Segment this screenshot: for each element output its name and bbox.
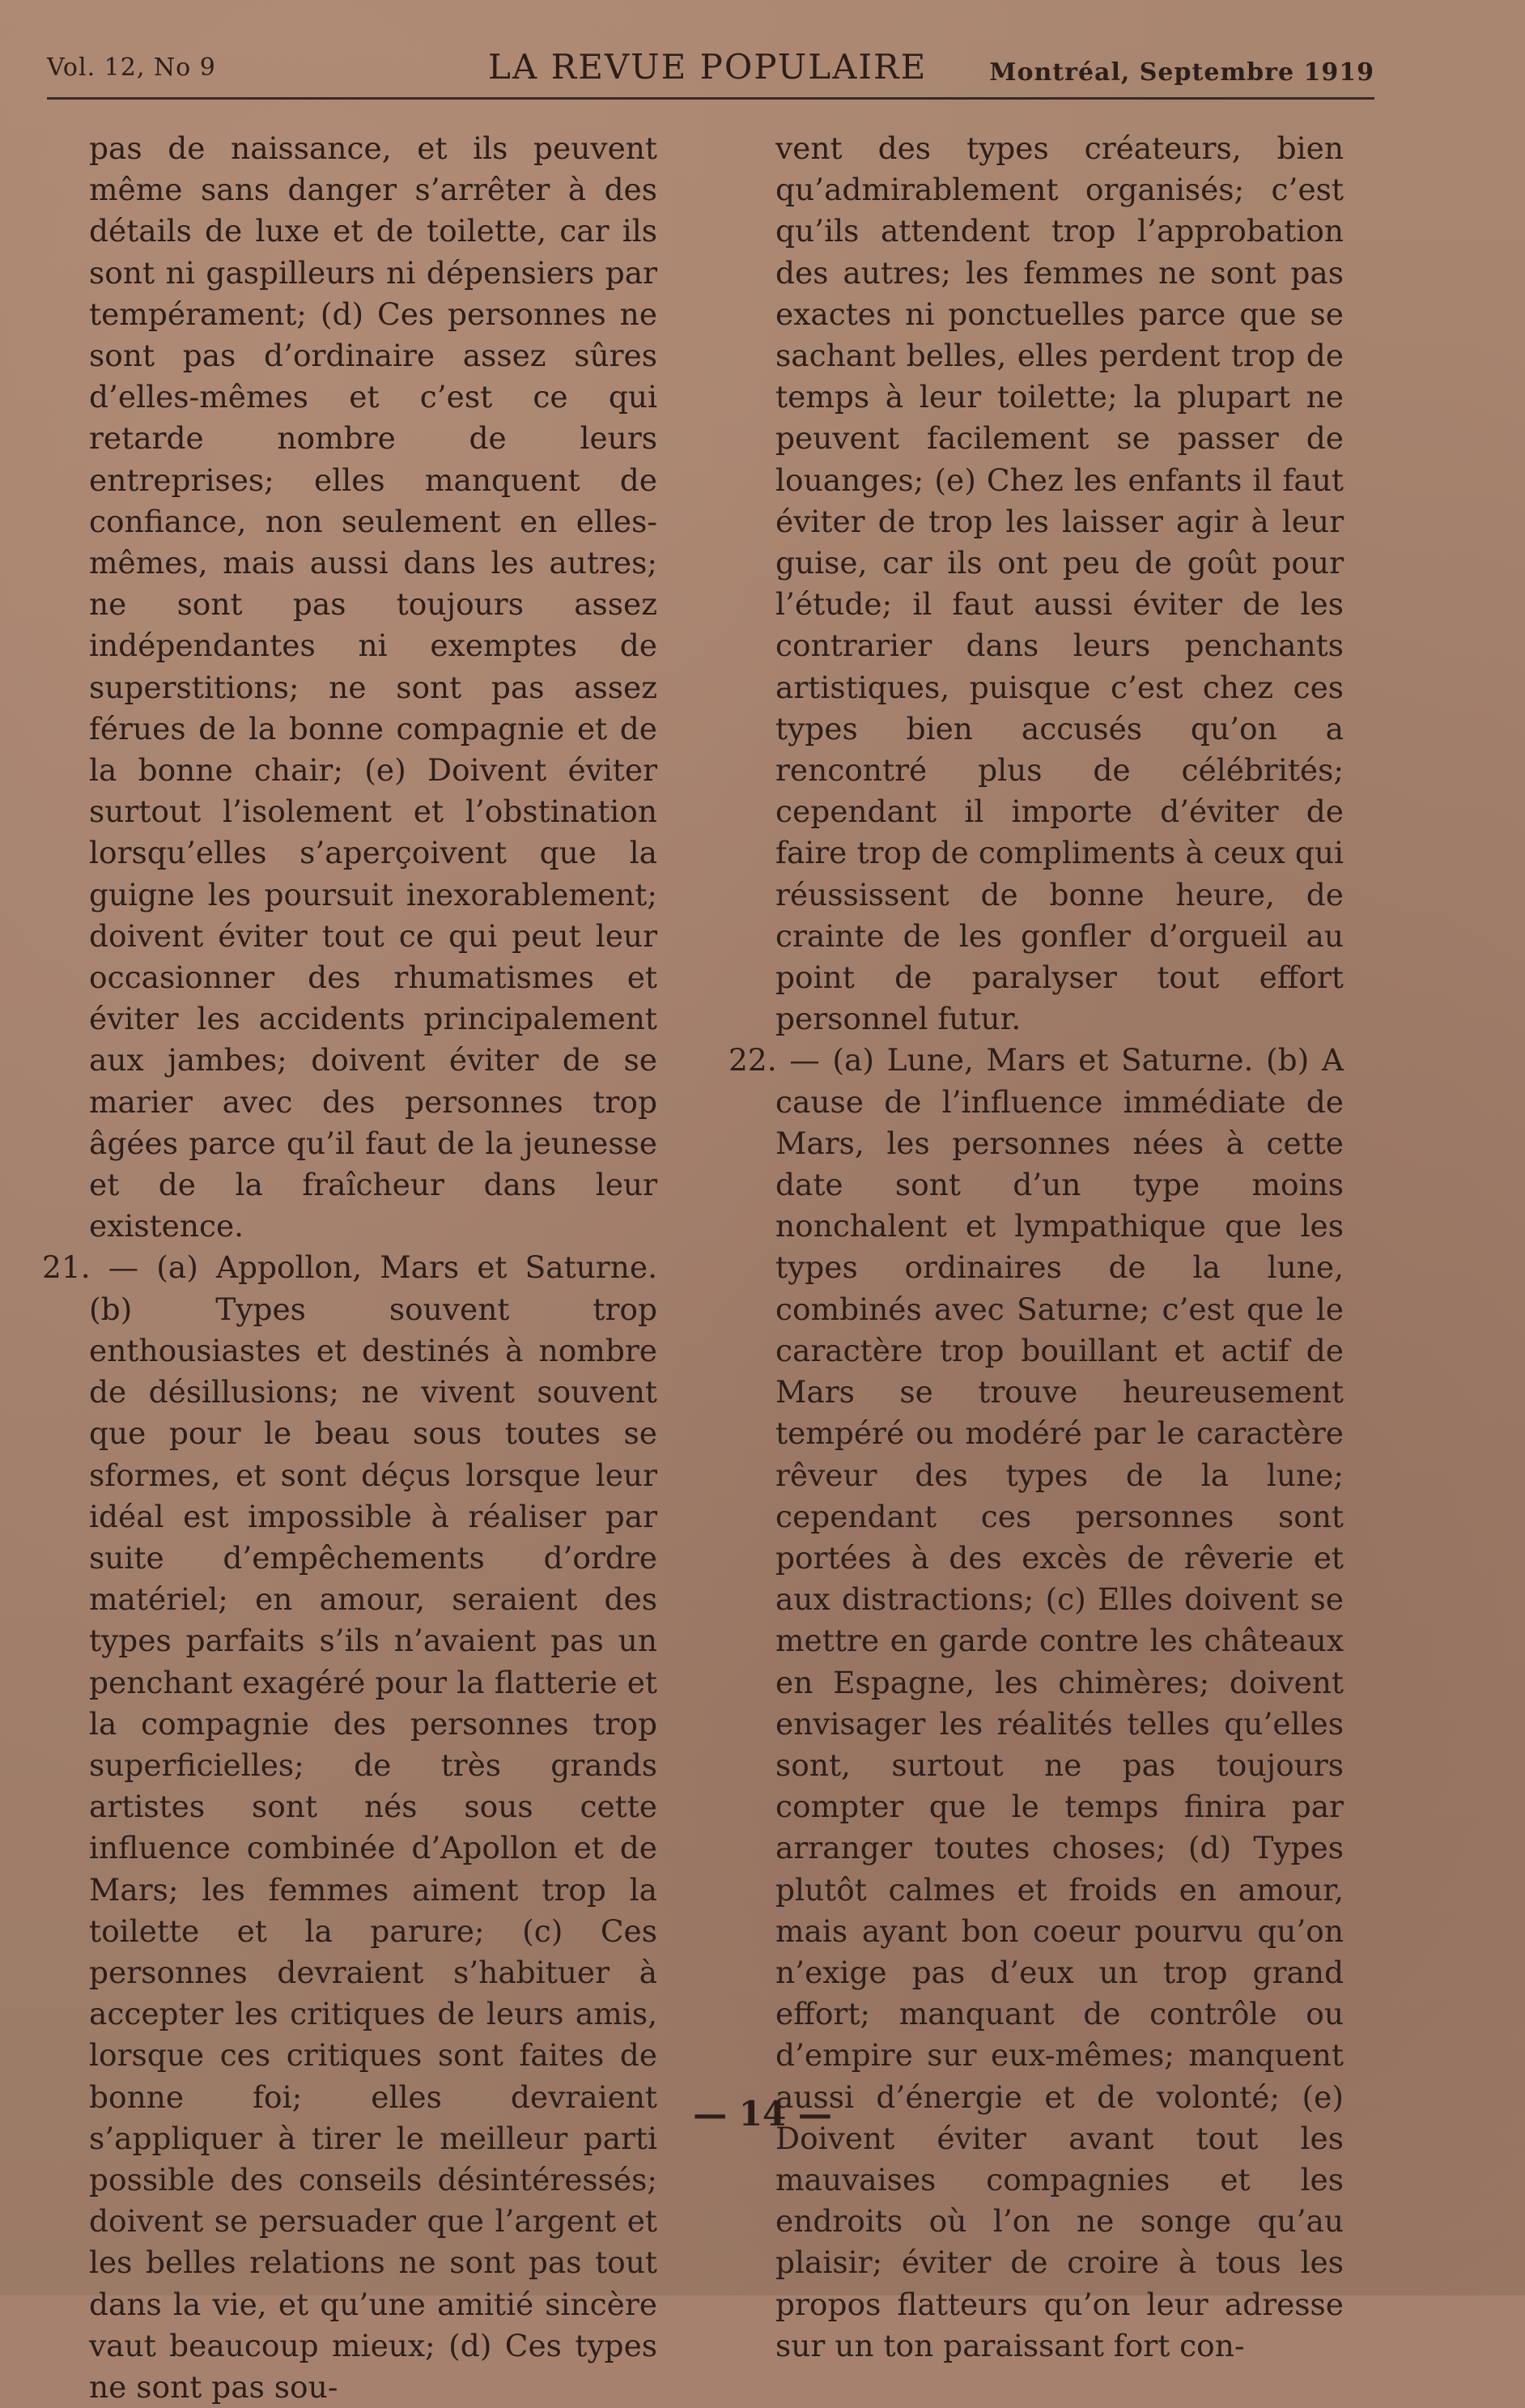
right-column xyxy=(729,128,1344,2367)
paragraph-continuation: pas de naissance, et ils peuvent même sans danger s’arrêter à des détails de luxe et de toilette, car ils sont ni gaspilleurs ni dépensiers par tempérament; (d) Ces personnes ne sont pas d’ordinaire assez sûres d’elles-mêmes et c’est ce qui retarde nombre de leurs entreprises; elles manquent de confiance, non seulement en elles-mêmes, mais aussi dans les autres; ne sont pas toujours assez indépendantes ni exemptes de superstitions; ne sont pas assez férues de la bonne compagnie et de la bonne chair; (e) Doivent éviter surtout l’isolement et l’obstination lorsqu’elles s’aperçoivent que la guigne les poursuit inexorablement; doivent éviter tout ce qui peut leur occasionner des rhumatismes et éviter les accidents principalement aux jambes; doivent éviter de se marier avec des personnes trop âgées parce qu’il faut de la jeunesse et de la fraîcheur dans leur existence. xyxy=(89,130,657,1244)
paragraph-21: 21. — (a) Appollon, Mars et Saturne. (b) Types souvent trop enthousiastes et destinés à nombre de désillusions; ne vivent souvent que pour le beau sous toutes se sformes, et sont déçus lorsque leur idéal est impossible à réaliser par suite d’empêchements d’ordre matériel; en amour, seraient des types parfaits s’ils n’avaient pas un penchant exagéré pour la flatterie et la compagnie des personnes trop superficielles; de très grands artistes sont nés sous cette influence combinée d’Apollon et de Mars; les femmes aiment trop la toilette et la parure; (c) Ces personnes devraient s’habituer à accepter les critiques de leurs amis, lorsque ces critiques sont faites de bonne foi; elles devraient s’appliquer à tirer le meilleur parti possible des conseils désintéressés; doivent se persuader que l’argent et les belles relations ne sont pas tout dans la vie, et qu’une amitié sincère vaut beaucoup mieux; (d) Ces types ne sont pas sou- xyxy=(42,1249,657,2405)
left-column xyxy=(42,128,657,2408)
header-rule xyxy=(47,97,1374,100)
page-number: — 14 — xyxy=(693,2094,832,2134)
publication-title: LA REVUE POPULAIRE xyxy=(488,47,928,87)
dateline: Montréal, Septembre 1919 xyxy=(989,58,1374,87)
paragraph-21-continued: vent des types créateurs, bien qu’admirablement organisés; c’est qu’ils attendent trop l’approbation des autres; les femmes ne sont pas exactes ni ponctuelles parce que se sachant belles, elles perdent trop de temps à leur toilette; la plupart ne peuvent facilement se passer de louanges; (e) Chez les enfants il faut éviter de trop les laisser agir à leur guise, car ils ont peu de goût pour l’étude; il faut aussi éviter de les contrarier dans leurs penchants artistiques, puisque c’est chez ces types bien accusés qu’on a rencontré plus de célébrités; cependant il importe d’éviter de faire trop de compliments à ceux qui réussissent de bonne heure, de crainte de les gonfler d’orgueil au point de paralyser tout effort personnel futur. xyxy=(775,130,1344,1037)
page-header xyxy=(47,42,1374,91)
volume-number: Vol. 12, No 9 xyxy=(47,53,216,82)
paragraph-22: 22. — (a) Lune, Mars et Saturne. (b) A cause de l’influence immédiate de Mars, les personnes nées à cette date sont d’un type moins nonchalent et lympathique que les types ordinaires de la lune, combinés avec Saturne; c’est que le caractère trop bouillant et actif de Mars se trouve heureusement tempéré ou modéré par le caractère rêveur des types de la lune; cependant ces personnes sont portées à des excès de rêverie et aux distractions; (c) Elles doivent se mettre en garde contre les châteaux en Espagne, les chimères; doivent envisager les réalités telles qu’elles sont, surtout ne pas toujours compter que le temps finira par arranger toutes choses; (d) Types plutôt calmes et froids en amour, mais ayant bon coeur pourvu qu’on n’exige pas d’eux un trop grand effort; manquant de contrôle ou d’empire sur eux-mêmes; manquent aussi d’énergie et de volonté; (e) Doivent éviter avant tout les mauvaises compagnies et les endroits où l’on ne songe qu’au plaisir; éviter de croire à tous les propos flatteurs qu’on leur adresse sur un ton paraissant fort con- xyxy=(729,1042,1344,2363)
